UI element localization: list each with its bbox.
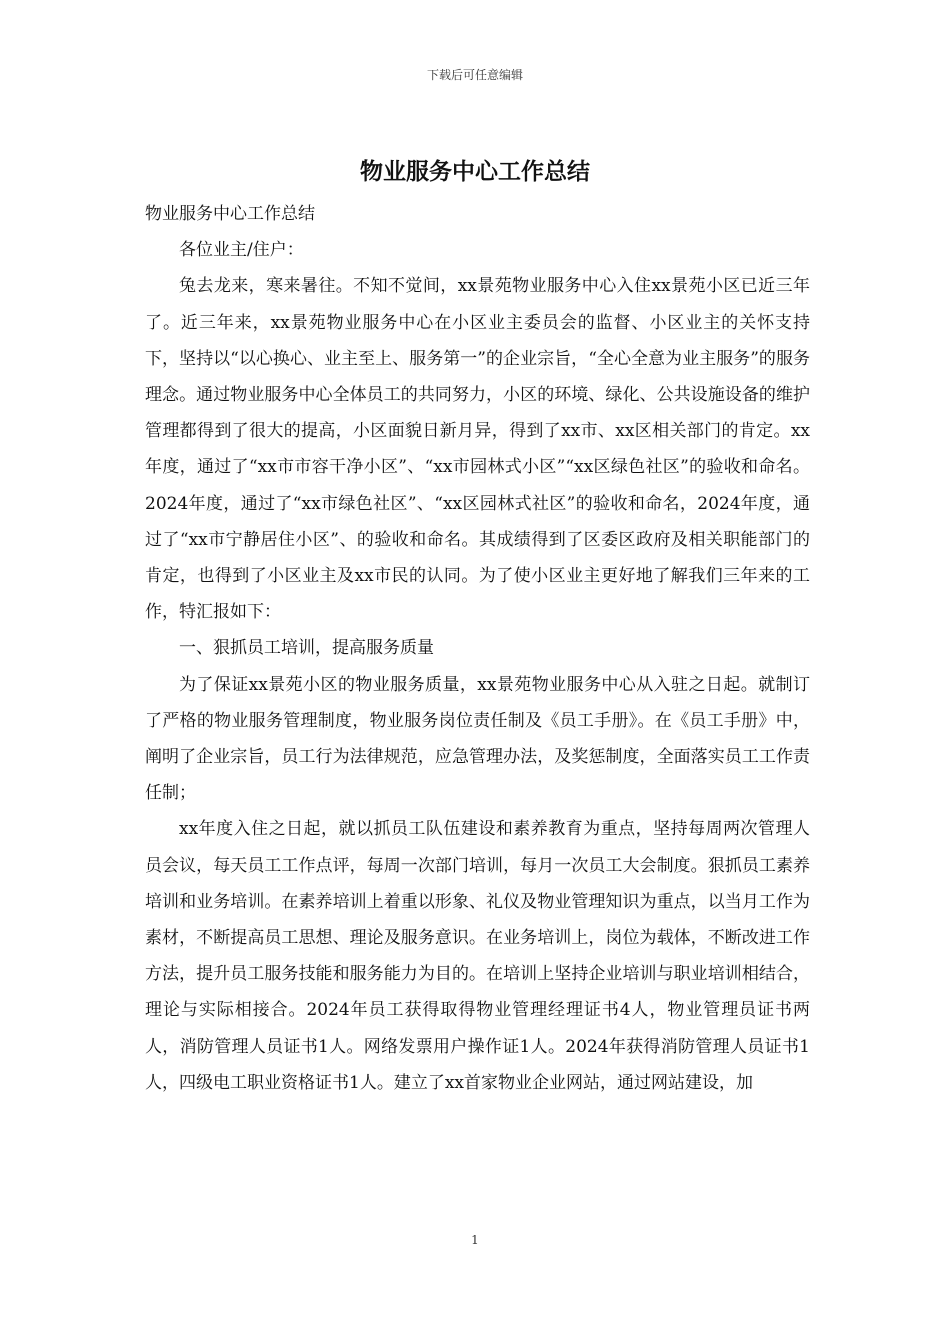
document-body	[145, 196, 810, 1101]
section-heading: 一、狠抓员工培训，提高服务质量	[179, 638, 434, 659]
document-title: 物业服务中心工作总结	[360, 158, 590, 185]
page-number: 1	[471, 1233, 479, 1247]
document-subtitle: 物业服务中心工作总结	[145, 204, 315, 224]
paragraph-training-system: 为了保证xx景苑小区的物业服务质量，xx景苑物业服务中心从入驻之日起。就制订了严格的物业服务管理制度，物业服务岗位责任制及《员工手册》。在《员工手册》中，阐明了企业宗旨，员工行为法律规范，应急管理办法，及奖惩制度，全面落实员工工作责任制；	[145, 674, 810, 804]
greeting: 各位业主/住户：	[179, 240, 304, 261]
paragraph-training-details: xx年度入住之日起，就以抓员工队伍建设和素养教育为重点，坚持每周两次管理人员会议，每天员工工作点评，每周一次部门培训，每月一次员工大会制度。狠抓员工素养培训和业务培训。在素养培训上着重以形象、礼仪及物业管理知识为重点，以当月工作为素材，不断提高员工思想、理论及服务意识。在业务培训上，岗位为载体，不断改进工作方法，提升员工服务技能和服务能力为目的。在培训上坚持企业培训与职业培训相结合，理论与实际相接合。2024年员工获得取得物业管理经理证书4人，物业管理员证书两人，消防管理人员证书1人。网络发票用户操作证1人。2024年获得消防管理人员证书1人，四级电工职业资格证书1人。建立了xx首家物业企业网站，通过网站建设，加	[145, 819, 810, 1093]
paragraph-intro: 兔去龙来，寒来暑往。不知不觉间，xx景苑物业服务中心入住xx景苑小区已近三年了。近三年来，xx景苑物业服务中心在小区业主委员会的监督、小区业主的关怀支持下，坚持以“以心换心、业主至上、服务第一”的企业宗旨，“全心全意为业主服务”的服务理念。通过物业服务中心全体员工的共同努力，小区的环境、绿化、公共设施设备的维护管理都得到了很大的提高，小区面貌日新月异，得到了xx市、xx区相关部门的肯定。xx年度，通过了“xx市市容干净小区”、“xx市园林式小区”“xx区绿色社区”的验收和命名。2024年度，通过了“xx市绿色社区”、“xx区园林式社区”的验收和命名，2024年度，通过了“xx市宁静居住小区”、的验收和命名。其成绩得到了区委区政府及相关职能部门的肯定，也得到了小区业主及xx市民的认同。为了使小区业主更好地了解我们三年来的工作，特汇报如下：	[145, 276, 810, 623]
page-header: 下载后可任意编辑	[426, 68, 523, 82]
